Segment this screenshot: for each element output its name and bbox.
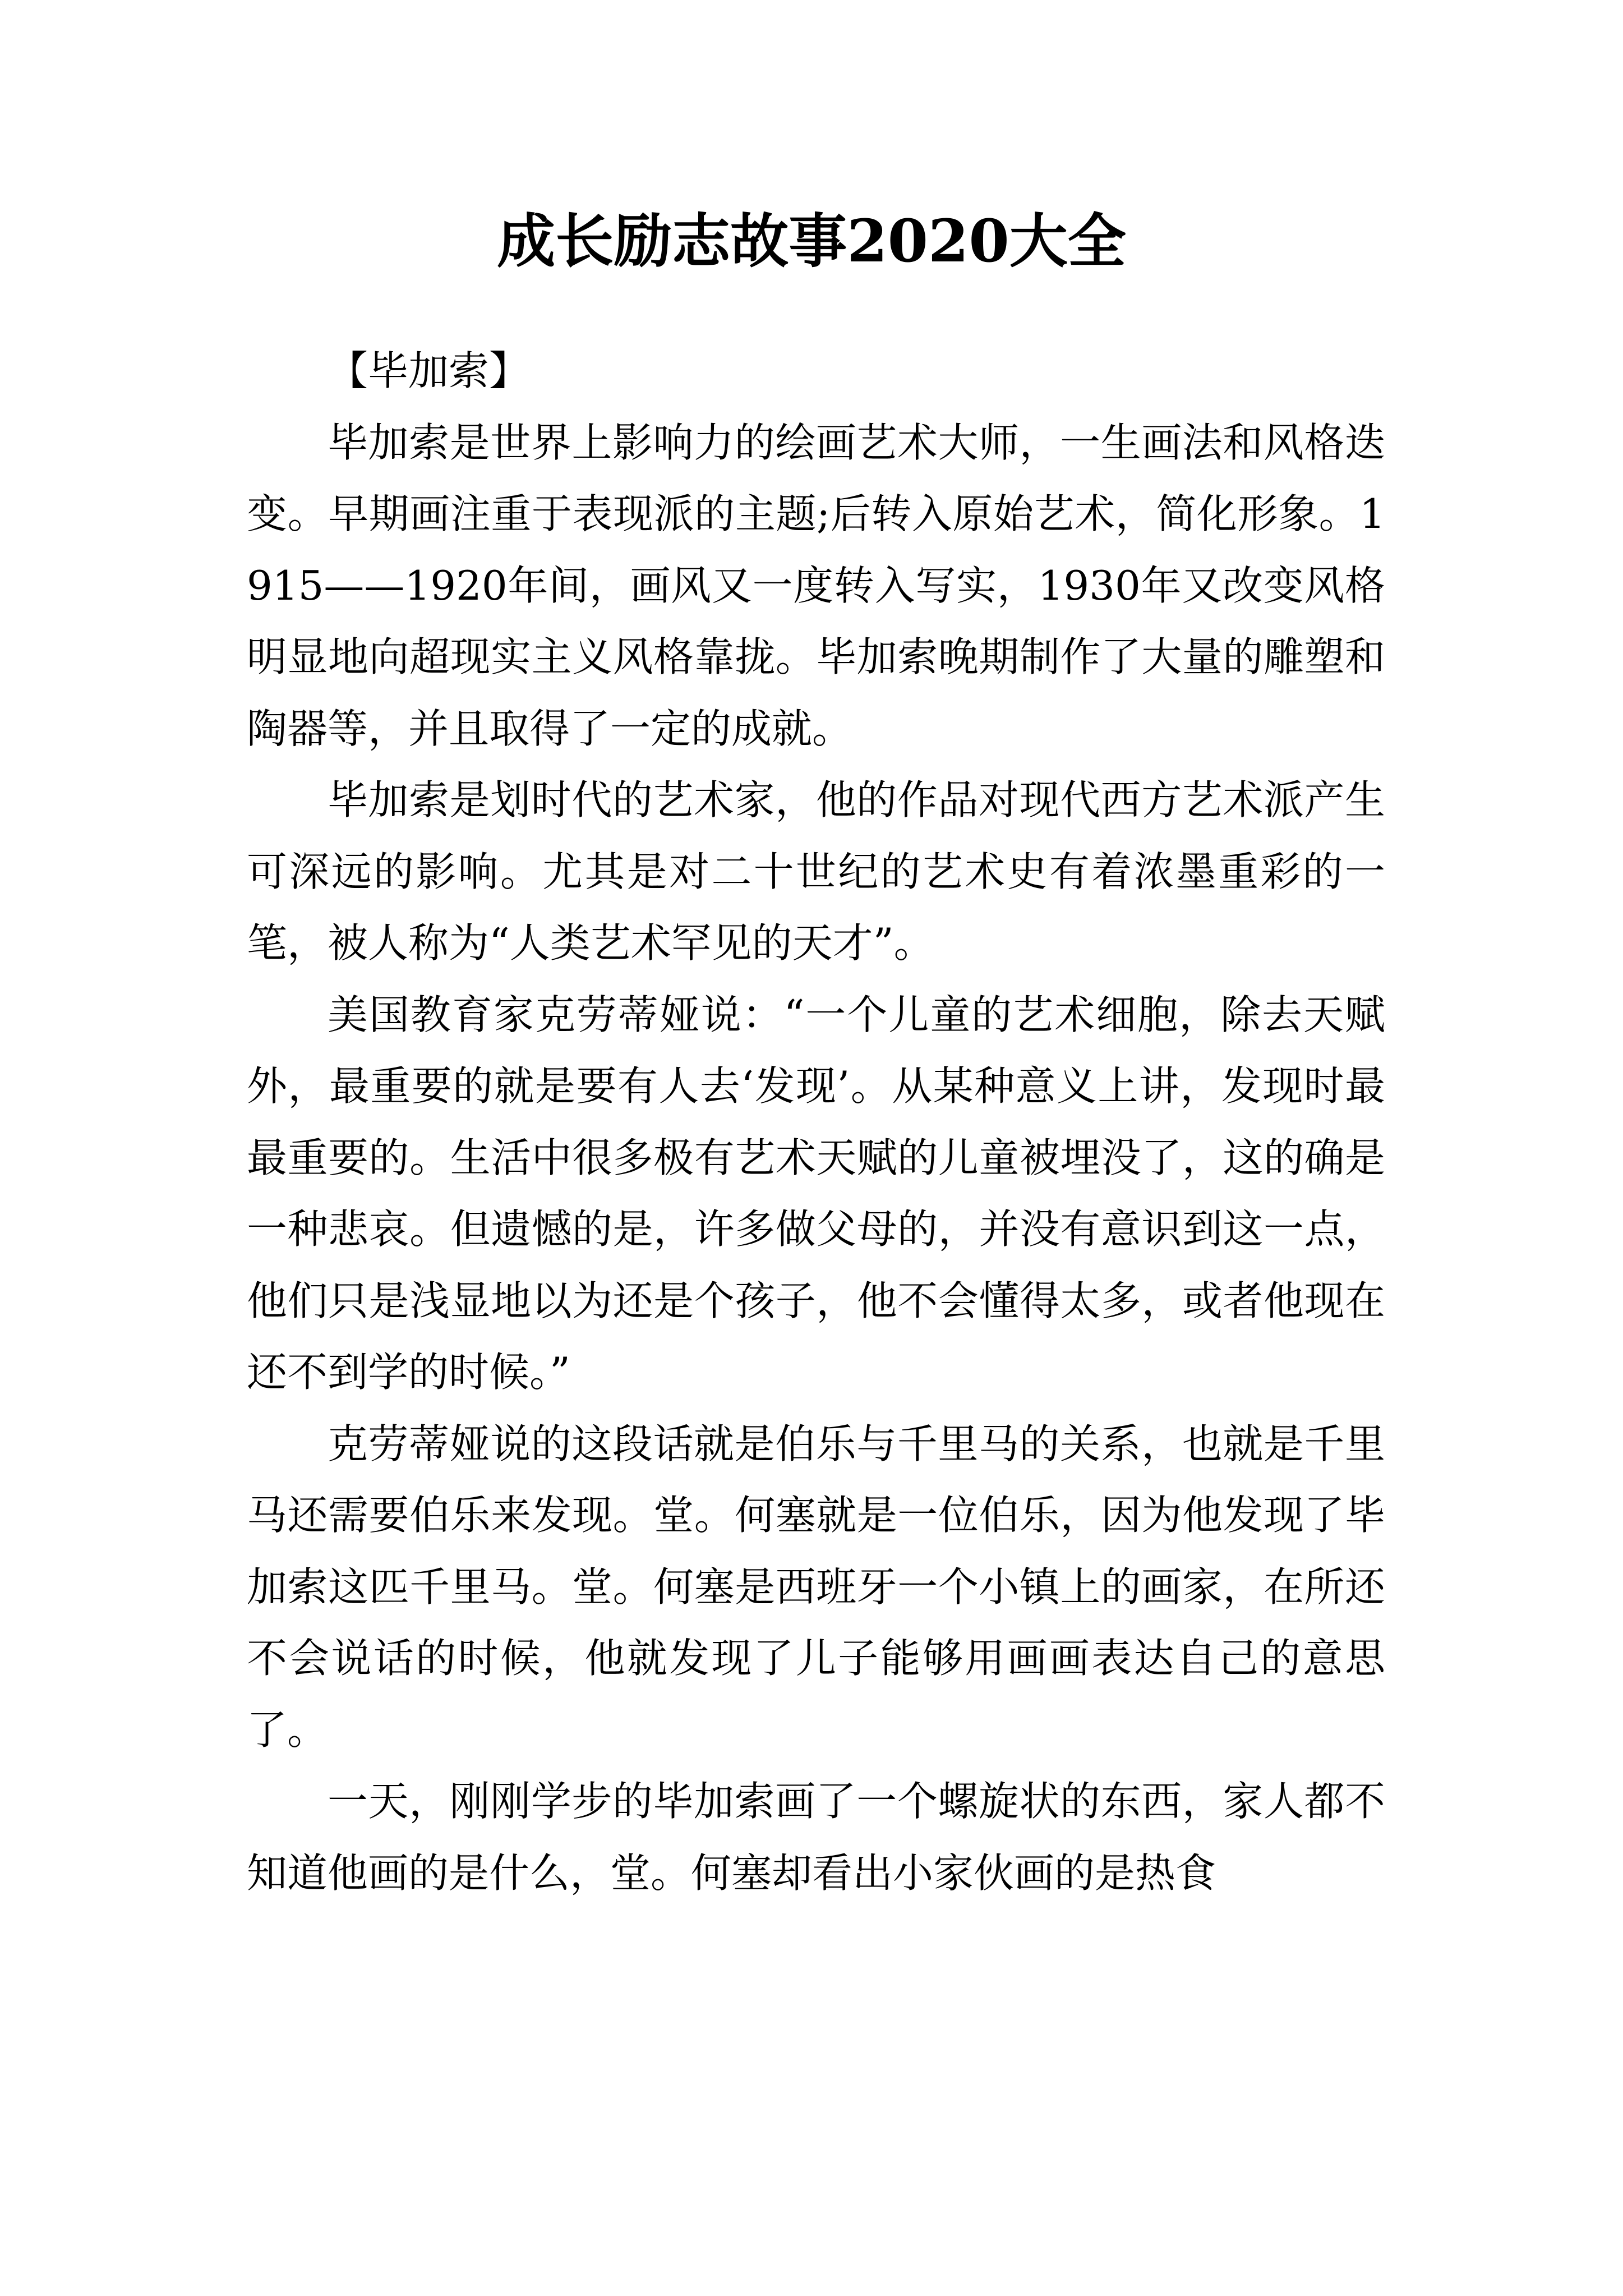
paragraph: 克劳蒂娅说的这段话就是伯乐与千里马的关系，也就是千里马还需要伯乐来发现。堂。何塞就是一位伯乐，因为他发现了毕加索这匹千里马。堂。何塞是西班牙一个小镇上的画家，在所还不会说话的时候，他就发现了儿子能够用画画表达自己的意思了。 — [247, 1420, 1385, 1754]
paragraph: 毕加索是划时代的艺术家，他的作品对现代西方艺术派产生可深远的影响。尤其是对二十世纪的艺术史有着浓墨重彩的一笔，被人称为“人类艺术罕见的天才”。 — [247, 776, 1385, 967]
document-body — [247, 335, 1385, 1909]
paragraph: 一天，刚刚学步的毕加索画了一个螺旋状的东西，家人都不知道他画的是什么，堂。何塞却看出小家伙画的是热食 — [247, 1778, 1385, 1897]
paragraph: 美国教育家克劳蒂娅说：“一个儿童的艺术细胞，除去天赋外，最重要的就是要有人去‘发现’。从某种意义上讲，发现时最最重要的。生活中很多极有艺术天赋的儿童被埋没了，这的确是一种悲哀。但遗憾的是，许多做父母的，并没有意识到这一点，他们只是浅显地以为还是个孩子，他不会懂得太多，或者他现在还不到学的时候。” — [247, 991, 1385, 1396]
document-title: 成长励志故事2020大全 — [497, 206, 1126, 275]
section-heading: 【毕加索】 — [328, 347, 530, 394]
paragraph: 毕加索是世界上影响力的绘画艺术大师，一生画法和风格迭变。早期画注重于表现派的主题;后转入原始艺术，简化形象。1915——1920年间，画风又一度转入写实，1930年又改变风格明显地向超现实主义风格靠拢。毕加索晚期制作了大量的雕塑和陶器等，并且取得了一定的成就。 — [247, 418, 1385, 752]
